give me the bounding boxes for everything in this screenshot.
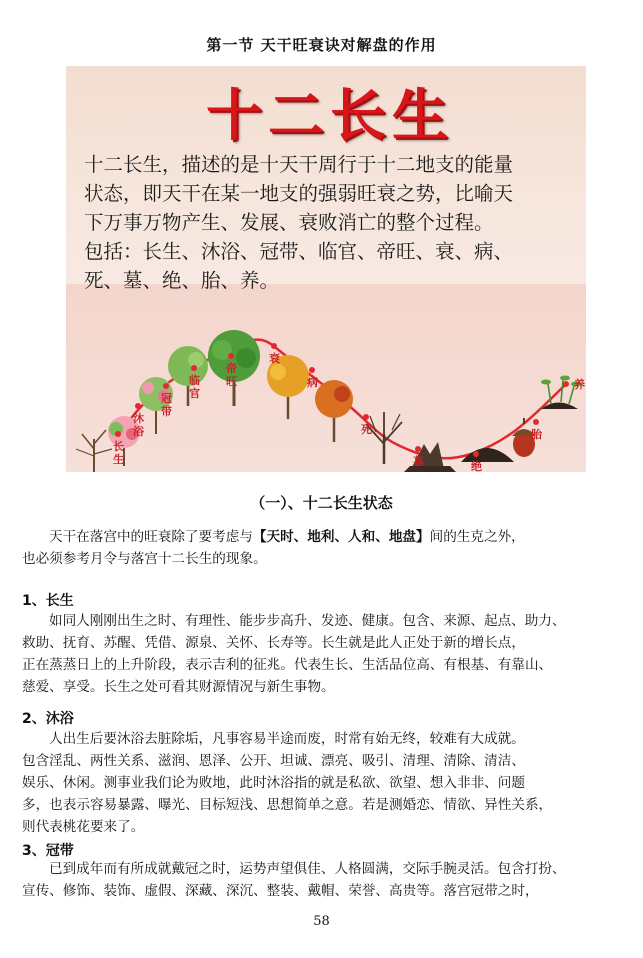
- stage-label: 衰: [269, 352, 280, 365]
- stage-label: 临: [189, 374, 200, 387]
- stage-label: 长: [113, 440, 124, 453]
- stage-point: [363, 414, 369, 420]
- item-body: 人出生后要沐浴去脏除垢，凡事容易半途而废，时常有始无终，较难有大成就。 包含淫乱、两性关系、滋润、恩泽、公开、坦诚、漂亮、吸引、清理、清除、清洁、 娱乐、休闲。测事业我们论为败地，此时沐浴指的就是私欲、欲望、想入非非、问题 多，也表示容易暴露、曝光、目标短浅、思想简单之意。若是测婚恋、情欲、异性关系， 则代表桃花要来了。: [22, 731, 553, 835]
- item-body: 如同人刚刚出生之时、有理性、能步步高升、发迹、健康。包含、来源、起点、助力、 救助、抚育、苏醒、凭借、源泉、关怀、长寿等。长生就是此人正处于新的增长点， 正在蒸蒸日上的上升阶段，表示吉利的征兆。代表生长、生活品位高、有根基、有靠山、 慈爱、享受。长生之处可看其财源情况与新生事物。: [22, 613, 566, 695]
- stage-label: 浴: [133, 425, 144, 438]
- stage-label: 沐: [133, 412, 144, 425]
- stage-point: [563, 381, 569, 387]
- intro-paragraph: 天干在落宫中的旺衰除了要考虑与【天时、地利、人和、地盘】间的生克之外， 也必须参考月令与落宫十二长生的现象。: [22, 529, 525, 567]
- red-autumn-tree-icon: [315, 380, 353, 442]
- stage-label: 官: [189, 387, 200, 400]
- item-body: 已到成年而有所成就戴冠之时，运势声望俱佳、人格圆满，交际手腕灵活。包含打扮、 宣传、修饰、装饰、虚假、深藏、深沉、整装、戴帽、荣誉、高贵等。落宫冠带之时，: [22, 861, 566, 899]
- banner-line: 包括：长生、沐浴、冠带、临官、帝旺、衰、病、: [84, 240, 514, 263]
- stage-label: 病: [307, 376, 318, 389]
- banner-heading: 十二长生: [206, 84, 454, 149]
- stage-label: 带: [161, 405, 172, 418]
- stage-label: 胎: [531, 428, 542, 441]
- stage-point: [309, 367, 315, 373]
- stage-label: 绝: [471, 460, 482, 472]
- stage-point: [163, 383, 169, 389]
- stage-label: 墓: [413, 455, 424, 468]
- page-number: 58: [313, 914, 330, 929]
- soil-mound-icon: [461, 448, 514, 462]
- stage-label: 生: [113, 453, 124, 466]
- banner-line: 死、墓、绝、胎、养。: [84, 269, 280, 292]
- stage-point: [533, 419, 539, 425]
- stage-point: [415, 446, 421, 452]
- stage-label: 帝: [226, 362, 237, 375]
- banner-line: 下万事万物产生、发展、衰败消亡的整个过程。: [84, 211, 494, 234]
- stage-point: [115, 431, 121, 437]
- bare-tree-icon: [366, 412, 402, 464]
- banner-line: 状态，即天干在某一地支的强弱旺衰之势，比喻天: [84, 182, 514, 205]
- keywords: 【天时、地利、人和、地盘】: [252, 529, 430, 545]
- medium-tree-icon: [168, 346, 208, 406]
- stage-label: 旺: [226, 375, 237, 388]
- item-heading: 3、冠带: [22, 843, 74, 859]
- stage-label: 冠: [161, 392, 172, 405]
- banner-line: 十二长生，描述的是十天干周行于十二地支的能量: [84, 153, 514, 176]
- stage-point: [191, 365, 197, 371]
- life-cycle-diagram: [66, 284, 586, 472]
- sapling-tree-icon: [76, 430, 112, 472]
- item-heading: 1、长生: [22, 593, 74, 609]
- stage-point: [228, 353, 234, 359]
- stage-point: [473, 451, 479, 457]
- stage-label: 养: [574, 378, 585, 391]
- stage-point: [135, 403, 141, 409]
- stage-point: [271, 343, 277, 349]
- subsection-title: （一）、十二长生状态: [250, 494, 393, 512]
- stage-label: 死: [361, 423, 372, 436]
- banner-description: [84, 150, 572, 295]
- section-title: 第一节 天干旺衰诀对解盘的作用: [206, 36, 437, 54]
- item-heading: 2、沐浴: [22, 711, 74, 727]
- twelve-stages-banner: [66, 66, 586, 472]
